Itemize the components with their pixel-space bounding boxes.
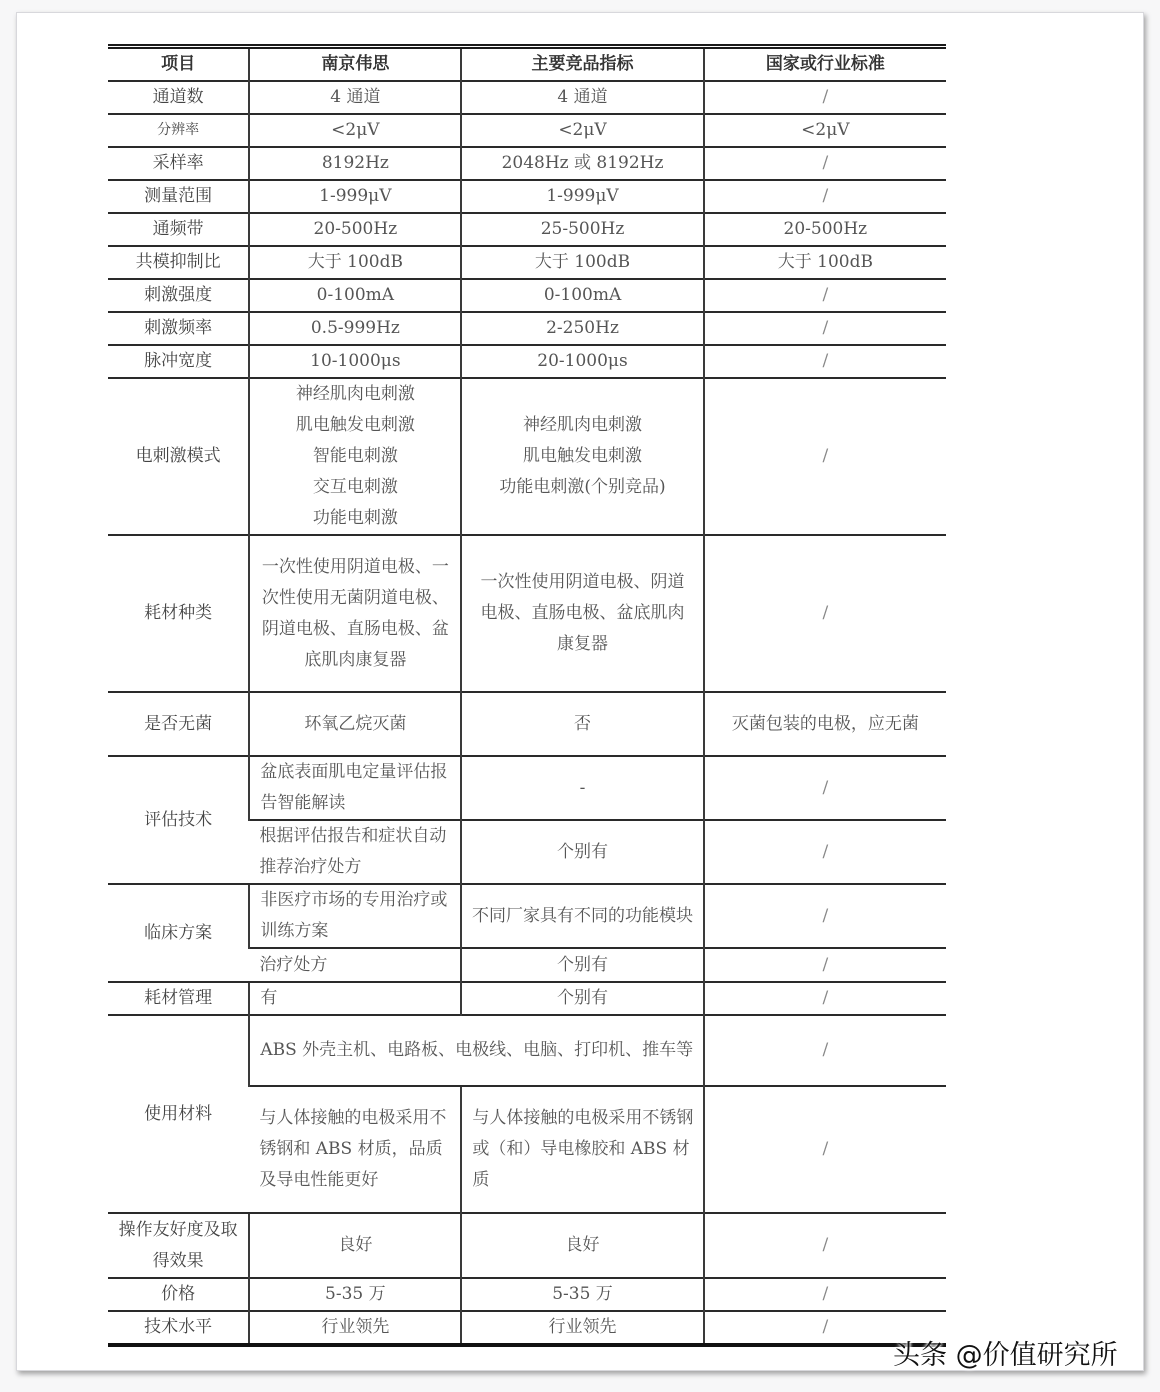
cell-weisi: 1-999μV	[249, 180, 461, 213]
cell-standard: /	[704, 1086, 946, 1213]
cell-weisi	[249, 378, 461, 535]
row-label: 电刺激模式	[108, 378, 249, 535]
row-label: 耗材管理	[108, 982, 249, 1015]
cell-competitor: 个别有	[461, 948, 703, 982]
row-label: 分辨率	[108, 114, 249, 147]
cell-standard: /	[704, 378, 946, 535]
mode-item: 功能电刺激(个别竞品)	[499, 477, 666, 497]
row-label: 采样率	[108, 147, 249, 180]
row-label: 通频带	[108, 213, 249, 246]
cell-standard: /	[704, 948, 946, 982]
cell-competitor: 20-1000μs	[461, 345, 703, 378]
cell-competitor: 大于 100dB	[461, 246, 703, 279]
cell-competitor: <2μV	[461, 114, 703, 147]
table-row	[108, 378, 946, 535]
header-standard: 国家或行业标准	[704, 47, 946, 82]
cell-competitor	[461, 378, 703, 535]
table-row	[108, 1213, 946, 1278]
cell-competitor: 个别有	[461, 820, 703, 884]
cell-weisi: 4 通道	[249, 81, 461, 114]
cell-standard: /	[704, 1015, 946, 1086]
cell-standard: /	[704, 1213, 946, 1278]
row-label: 共模抑制比	[108, 246, 249, 279]
row-label: 评估技术	[108, 756, 249, 884]
table-row	[108, 692, 946, 756]
cell-competitor: 行业领先	[461, 1311, 703, 1345]
mode-item: 智能电刺激	[312, 446, 398, 466]
table-row	[108, 345, 946, 378]
table-row	[108, 982, 946, 1015]
watermark: 头条 @价值研究所	[893, 1340, 1118, 1371]
row-label: 脉冲宽度	[108, 345, 249, 378]
cell-competitor: 否	[461, 692, 703, 756]
cell-competitor: -	[461, 756, 703, 820]
cell-shared: ABS 外壳主机、电路板、电极线、电脑、打印机、推车等	[249, 1015, 703, 1086]
mode-item: 神经肌肉电刺激	[523, 415, 643, 435]
cell-weisi: 8192Hz	[249, 147, 461, 180]
cell-standard: /	[704, 756, 946, 820]
cell-competitor: 2048Hz 或 8192Hz	[461, 147, 703, 180]
cell-competitor: 不同厂家具有不同的功能模块	[461, 884, 703, 948]
cell-standard: /	[704, 820, 946, 884]
cell-weisi: 5-35 万	[249, 1278, 461, 1311]
spec-comparison-table	[108, 44, 946, 1347]
table-row	[108, 81, 946, 114]
cell-standard: /	[704, 884, 946, 948]
row-label: 使用材料	[108, 1015, 249, 1213]
cell-weisi: 盆底表面肌电定量评估报告智能解读	[249, 756, 461, 820]
cell-standard: <2μV	[704, 114, 946, 147]
row-label: 测量范围	[108, 180, 249, 213]
cell-competitor: 良好	[461, 1213, 703, 1278]
table-row	[108, 279, 946, 312]
cell-standard: 大于 100dB	[704, 246, 946, 279]
cell-weisi: 非医疗市场的专用治疗或训练方案	[249, 884, 461, 948]
cell-weisi: 环氧乙烷灭菌	[249, 692, 461, 756]
table-row	[108, 246, 946, 279]
cell-competitor: 5-35 万	[461, 1278, 703, 1311]
row-label: 操作友好度及取得效果	[108, 1213, 249, 1278]
cell-standard: 灭菌包装的电极，应无菌	[704, 692, 946, 756]
row-label: 临床方案	[108, 884, 249, 982]
row-label: 耗材种类	[108, 535, 249, 692]
header-weisi: 南京伟思	[249, 47, 461, 82]
row-label: 价格	[108, 1278, 249, 1311]
cell-competitor: 25-500Hz	[461, 213, 703, 246]
cell-competitor: 0-100mA	[461, 279, 703, 312]
cell-standard: /	[704, 1311, 946, 1345]
table-row	[108, 180, 946, 213]
cell-weisi: 行业领先	[249, 1311, 461, 1345]
mode-item: 神经肌肉电刺激	[295, 384, 415, 404]
header-competitor: 主要竞品指标	[461, 47, 703, 82]
cell-weisi: 大于 100dB	[249, 246, 461, 279]
cell-weisi: 0.5-999Hz	[249, 312, 461, 345]
row-label: 通道数	[108, 81, 249, 114]
cell-standard: /	[704, 535, 946, 692]
table-row	[108, 147, 946, 180]
table-header-row	[108, 47, 946, 82]
cell-weisi: 有	[249, 982, 461, 1015]
mode-item: 功能电刺激	[312, 508, 398, 528]
cell-standard: /	[704, 147, 946, 180]
cell-weisi: <2μV	[249, 114, 461, 147]
cell-standard: 20-500Hz	[704, 213, 946, 246]
cell-standard: /	[704, 1278, 946, 1311]
cell-standard: /	[704, 345, 946, 378]
mode-item: 交互电刺激	[312, 477, 398, 497]
cell-standard: /	[704, 180, 946, 213]
table-row	[108, 312, 946, 345]
table-row	[108, 1311, 946, 1345]
mode-item: 肌电触发电刺激	[523, 446, 643, 466]
cell-standard: /	[704, 982, 946, 1015]
cell-weisi: 治疗处方	[249, 948, 461, 982]
cell-weisi: 0-100mA	[249, 279, 461, 312]
cell-competitor: 1-999μV	[461, 180, 703, 213]
cell-standard: /	[704, 312, 946, 345]
mode-item: 肌电触发电刺激	[295, 415, 415, 435]
cell-weisi: 与人体接触的电极采用不锈钢和 ABS 材质，品质及导电性能更好	[249, 1086, 461, 1213]
cell-weisi: 良好	[249, 1213, 461, 1278]
cell-competitor: 与人体接触的电极采用不锈钢或（和）导电橡胶和 ABS 材质	[461, 1086, 703, 1213]
cell-competitor: 4 通道	[461, 81, 703, 114]
table-row	[108, 1015, 946, 1086]
table-row	[108, 213, 946, 246]
header-item: 项目	[108, 47, 249, 82]
table-row	[108, 114, 946, 147]
table-row	[108, 884, 946, 948]
row-label: 是否无菌	[108, 692, 249, 756]
cell-weisi: 20-500Hz	[249, 213, 461, 246]
cell-competitor: 个别有	[461, 982, 703, 1015]
table-row	[108, 535, 946, 692]
cell-weisi: 根据评估报告和症状自动推荐治疗处方	[249, 820, 461, 884]
row-label: 技术水平	[108, 1311, 249, 1345]
cell-weisi: 10-1000μs	[249, 345, 461, 378]
cell-weisi: 一次性使用阴道电极、一次性使用无菌阴道电极、阴道电极、直肠电极、盆底肌肉康复器	[249, 535, 461, 692]
table-row	[108, 756, 946, 820]
row-label: 刺激频率	[108, 312, 249, 345]
row-label: 刺激强度	[108, 279, 249, 312]
table-row	[108, 1278, 946, 1311]
cell-standard: /	[704, 279, 946, 312]
cell-competitor: 2-250Hz	[461, 312, 703, 345]
cell-standard: /	[704, 81, 946, 114]
cell-competitor: 一次性使用阴道电极、阴道电极、直肠电极、盆底肌肉康复器	[461, 535, 703, 692]
